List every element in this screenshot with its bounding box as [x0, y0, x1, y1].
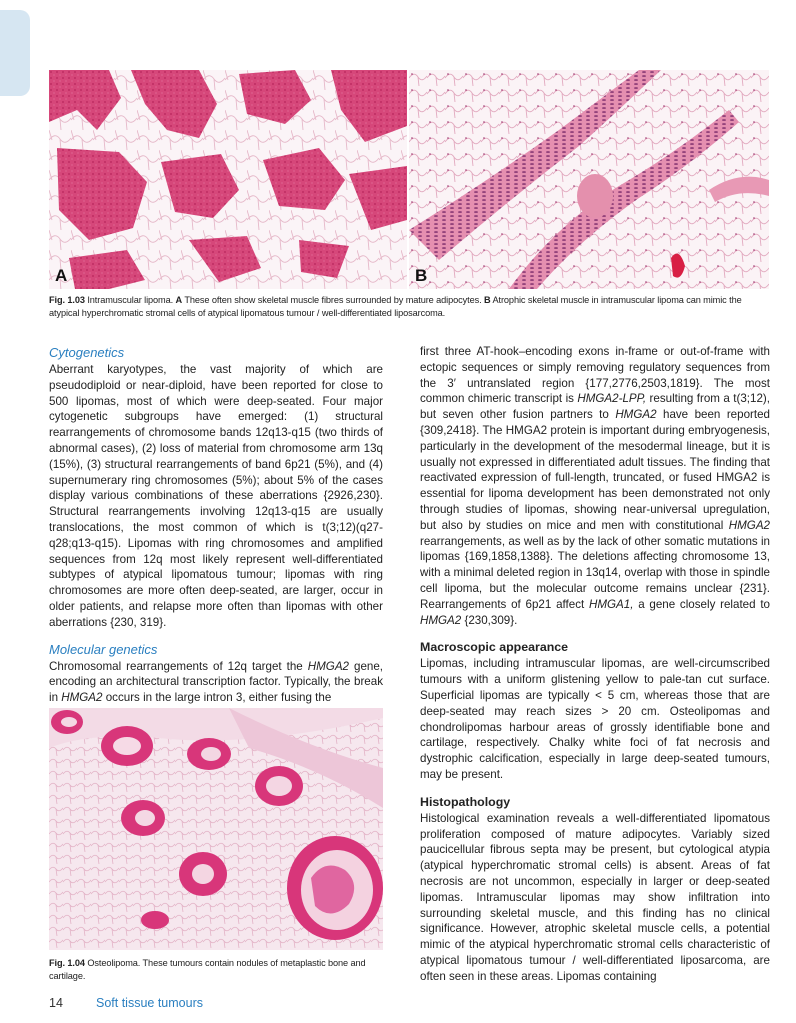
caption-a-marker: A — [175, 295, 183, 305]
page-number: 14 — [49, 996, 63, 1010]
caption-b-marker: B — [483, 295, 491, 305]
caption-title: Intramuscular lipoma. — [87, 295, 174, 305]
cytogenetics-heading: Cytogenetics — [49, 345, 125, 360]
figure-number: Fig. 1.04 — [49, 958, 85, 968]
right-column — [420, 344, 770, 984]
molecular-genetics-body-2: first three AT-hook–encoding exons in-frame or out-of-frame with ectopic sequences or simply removing regulatory sequences from the 3′ untranslated region {177,2776,2503,1819}. The most common chimeric transcript is HMGA2-LPP, resulting from a t(3;12), but seven other fusion partners to HMGA2 have been reported {309,2418}. The HMGA2 protein is important during embryogenesis, particularly in the development of the mesodermal lineage, but it is usually not expressed in differentiated adult tissues. The finding that reactivated expression of full-length, truncated, or fused HMGA2 is essential for lipoma development has been demonstrated not only through studies of lipomas, showing near-universal upregulation, but also by studies on mice and men with constitutional HMGA2 rearrangements, as well as by the lack of other somatic mutations in lipomas {169,1858,1388}. The deletions affecting chromosome 13, with a minimal deleted region in 13q14, overlap with those in spindle cell lipoma, but the molecular outcome remains unclear {231}. Rearrangements of 6p21 affect HMGA1, a gene closely related to HMGA2 {230,309}. — [420, 345, 771, 627]
figure-1-04 — [49, 708, 383, 950]
panel-a-label: A — [55, 266, 68, 285]
macroscopic-body: Lipomas, including intramuscular lipomas, are well-circumscribed tumours with a uniform glistening yellow to pale-tan cut surface. Superficial lipomas are typically < 5 cm, whereas those that are deep-seated may reach sizes > 20 cm. Osteolipomas and chondrolipomas harbour areas of grossly identifiable bone and cartilage, respectively. Chalky white foci of fat necrosis and dystrophic calcification, especially in large deep-seated tumours, may be present. — [420, 657, 770, 781]
caption-text: Osteolipoma. These tumours contain nodules of metaplastic bone and cartilage. — [49, 958, 366, 981]
molecular-genetics-body-1: Chromosomal rearrangements of 12q target the HMGA2 gene, encoding an architectural transcription factor. Typically, the break in HMGA2 occurs in the large intron 3, either fusing the — [49, 659, 384, 705]
figure-number: Fig. 1.03 — [49, 295, 85, 305]
macroscopic-heading: Macroscopic appearance — [420, 640, 569, 655]
running-title: Soft tissue tumours — [96, 996, 203, 1010]
histopathology-heading: Histopathology — [420, 794, 511, 809]
intramuscular-lipoma-micrograph — [49, 70, 407, 289]
cytogenetics-body: Aberrant karyotypes, the vast majority of which are pseudodiploid or near-diploid, have been reported for close to 500 lipomas, most of which were deep-seated. Four major cytogenetic subgroups have emerged: (1) structural rearrangements of chromosome bands 12q13-q15 (two thirds of abnormal cases), (2) loss of material from chromosome arm 13q (15%), (3) structural rearrangements of band 6p21 (5%), and (4) supernumerary ring chromosomes (5%); about 5% of the cases display various combinations of these aberrations {2926,230}. Structural rearrangements involving 12q13-q15 are usually translocations, the most common of which is t(3;12)(q27-q28;q13-q15). Lipomas with ring chromosomes and amplified sequences from 12q most likely represent well-differentiated subtypes of atypical lipomatous tumour; lipomas with ring chromosomes are more often deep-seated, are larger, occur in older patients, and relapse more often than lipomas with other aberrations {230, 319}. — [49, 363, 383, 629]
histopathology-body: Histological examination reveals a well-differentiated lipomatous proliferation composed of mature adipocytes. Variably sized paucicellular fibrous septa may be present, but cytological atypia (atypical hyperchromatic stromal cells) is absent. Areas of fat necrosis are not uncommon, especially in larger or deep-seated lipomas. Intramuscular lipomas may show infiltration into surrounding skeletal muscle, and this finding has no clinical significance. However, atrophic skeletal muscle cells, a potential mimic of the atypical hyperchromatic stromal cells characteristic of atypical lipomatous tumour / well-differentiated liposarcoma, are often seen in these areas. Lipomas containing — [420, 811, 770, 983]
figure-1-04-caption — [49, 957, 383, 982]
atrophic-muscle-micrograph — [409, 70, 769, 289]
figure-1-03-panel-a — [49, 70, 407, 289]
left-column — [49, 344, 383, 706]
caption-b-text: Atrophic skeletal muscle in intramuscular lipoma can mimic the atypical hyperchromatic stromal cells of atypical lipomatous tumour / well-differentiated liposarcoma. — [49, 295, 742, 318]
chapter-edge-tab — [0, 10, 30, 96]
figure-1-03-caption — [49, 294, 771, 319]
osteolipoma-micrograph — [49, 708, 383, 950]
figure-1-03-panel-b — [409, 70, 769, 289]
caption-a-text: These often show skeletal muscle fibres surrounded by mature adipocytes. — [184, 295, 482, 305]
molecular-genetics-heading: Molecular genetics — [49, 641, 158, 657]
panel-b-label: B — [415, 266, 428, 285]
